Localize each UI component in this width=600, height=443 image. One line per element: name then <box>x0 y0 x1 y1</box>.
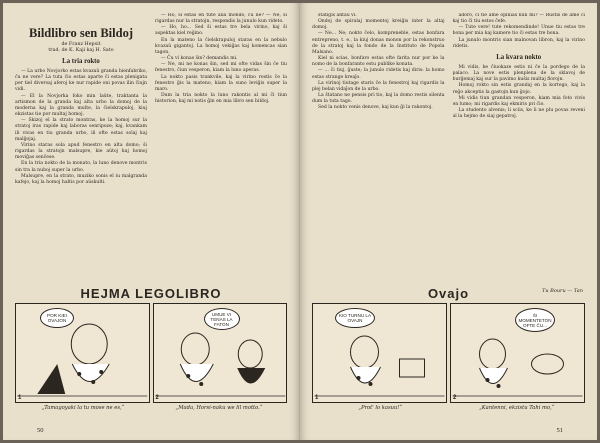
panel-number: 2 <box>453 395 457 401</box>
comic-panels <box>312 303 585 403</box>
comic-title: Ovajo <box>427 286 470 301</box>
paragraph: — Ne, mi ne konas ŝin, sed mi ofte vidas ŝin ĉe tiu fenestro, ĉiun vesperon, kiam la luno aperas. <box>155 62 287 74</box>
panel-drawing <box>16 304 149 402</box>
article-translator: trad. de K. Kaji kaj H. Sato <box>48 48 114 53</box>
paragraph: La virinoj tiutage staris ĉe la fenestroj kaj rigardis la plej belan vidaĵon de la urbo. <box>312 80 445 92</box>
panel-number: 2 <box>155 395 159 401</box>
paragraph: — Ho, ŝi estas en tute alia mondo, ĉu ne? — Ne, ŝi rigardas nur la stratojn, respondis la junulo kun rideto. <box>155 13 287 25</box>
left-column-1 <box>15 13 147 281</box>
paragraph: La junulo montris sian malnovan libron, kaj la virino ridetis. <box>452 37 585 49</box>
paragraph: La nokto pasis trankvile, kaj la virino restis ĉe la fenestro ĝis la mateno, kiam la suno leviĝis super la maro. <box>155 74 287 92</box>
paragraph: adoro, ĉi tie ame opinias kun mi? — Rustis de ame ĉi kaj tio ĉi tiu estos ĉefe. <box>452 13 585 25</box>
comic-captions <box>312 405 585 411</box>
right-comic-strip <box>312 286 585 420</box>
panel-number: 1 <box>18 395 22 401</box>
book-spread <box>3 3 597 440</box>
caption: „Prot' lo kasuu!“ <box>358 405 403 411</box>
paragraph: En la mateno la ĉielskrapuloj staras en la nebulo kvazaŭ gigantoj. La homoj vekiĝas kaj komencas sian tagon. <box>155 37 287 55</box>
paragraph: Sed la nokto venis denove, kaj kun ĝi la rakontoj. <box>318 105 433 111</box>
comic-panel-1 <box>312 303 447 403</box>
paragraph: — La urbo Novjorko estas kvazaŭ granda bienfabriko, ĉu ne vere? La tuta ĉio estas aparte ĉi estas plenigata per tiel diversaj aferoj ke nur rapide oni povas ilin ĉiujn vidi. <box>15 69 147 93</box>
paragraph: Mi vidis, ke ĉiuokaze estis ni ĉe la pordego de la palaco. La nove estis plenplena de la sklavoj de burĝemaj kaj sur la pavimo kuŝis multaj florojn. <box>452 64 585 83</box>
paragraph: — ... ĉi tiuj, ĝuste; la junulo ridetis kaj diris: la homo estas strange kreaĵo. <box>312 68 445 80</box>
right-page <box>300 3 597 440</box>
paragraph: Virino staras sola apud fenestro en alta domo; ŝi rigardas la stratojn malsupre, kie aŭtoj kaj homoj moviĝas senĉese. <box>15 142 147 161</box>
comic-captions <box>15 405 287 411</box>
left-text-columns <box>15 13 287 281</box>
paragraph: — El la Novjorka foko min laŭte, traktanta la artismon de la granda kaj alta urbo la domoj de la moderna kaj la granda multe, la ĉielskrapuloj, kiuj ekzistas tie por multaj homoj. <box>15 93 147 118</box>
caption: „Kantenni, ekzistu Tahi mo,“ <box>479 405 555 411</box>
page-number: 51 <box>556 427 563 434</box>
page-number: 50 <box>37 427 44 434</box>
left-comic-strip <box>15 286 287 420</box>
right-column-1 <box>312 13 445 281</box>
paragraph: — Tute vere! tute rekomendinde! Unue tiu estas tre bona per mia kaj kamere tio ĉi estas tre bona. <box>452 25 585 37</box>
speech-bubble: POR KIEI OVAJON <box>40 308 74 328</box>
caption: „Mada, Horsi-naku we lil motto.“ <box>175 405 263 411</box>
comic-panels <box>15 303 287 403</box>
comic-panel-2 <box>153 303 288 403</box>
right-text-columns <box>312 13 585 281</box>
comic-panel-1 <box>15 303 150 403</box>
paragraph: — Ĉu vi konas ŝin? demandis mi. <box>161 56 238 62</box>
paragraph: La ŝtatano ne pensis pri tio, kaj la domo restis silenta dum la tuta tago. <box>312 93 445 105</box>
paragraph: Ondoj de spiralaj momentoj kreiĝis inter la altaj domoj. <box>312 19 445 31</box>
panel-number: 1 <box>315 395 319 401</box>
article-title: Bildlibro sen Bildoj <box>29 26 133 40</box>
left-page <box>3 3 300 440</box>
artist-signature: Tu Bouru — Tan <box>542 288 583 294</box>
panel-drawing <box>313 304 446 402</box>
right-column-2 <box>453 13 586 281</box>
paragraph: Dum la tria nokto la luno rakontis al mi ĉi tiun historion, kaj mi notis ĝin en mia libro sen bildoj. <box>155 93 287 105</box>
article-author: de Franz Hepsit <box>61 42 101 47</box>
section-heading-third-night: La tria rokto <box>62 58 100 65</box>
comic-title: HEJMA LEGOLIBRO <box>80 286 222 301</box>
paragraph: En la tria nokto de la monato, la luno denove montris sin tra la nuboj super la urbo. <box>15 161 147 173</box>
paragraph: ŝtatiĝis antaŭ vi. <box>318 13 357 18</box>
paragraph: La studento alvenis; li sciis, ke li ne plu povas reveni al la hejmo de siaj gepatroj. <box>452 108 585 120</box>
left-column-2 <box>155 13 287 281</box>
speech-bubble: UMUE VI TENAS LA FATON <box>204 308 240 330</box>
speech-bubble: KIO TURNU LA OVAJN <box>335 308 375 328</box>
paragraph: — Ne... Ne; nokto ĉelo, kompreneble, estas bonfara entrepreno, t. e., la kiuj donas monon por la rekonstruo de la stratoj kaj la fondo de la Instituto de Popola Malsano. <box>312 31 445 55</box>
paragraph: — Skizoj el la strato montras, ke la homoj sur la stratoj iras rapide kaj laboras senripoze; kaj, kvankam ili vivas en tiu granda urbo, ili ofte estas solaj kaj malĝojaj. <box>15 118 147 142</box>
caption: „Tamagoyaki la tu mose ne es,“ <box>41 405 125 411</box>
paragraph: Homoj rokto sin estis grandaj en la kortego, kaj la reĝo akceptis la gastojn kun ĝojo. <box>452 83 585 95</box>
speech-bubble: ŜI MOMENTETON OFTE ĈU... <box>515 308 555 332</box>
section-heading-fourth-night: La kvara nokto <box>496 53 542 61</box>
paragraph: — Ho, ho... Sed ŝi estas tre bela virino, kaj ŝi aspektas kiel reĝino. <box>155 25 287 37</box>
paragraph: Malsupre, en la strato, muziko sonis el iu malgranda kafejo, kaj la homoj haltis por aŭskulti. <box>15 173 147 185</box>
paragraph: Kiel ni scias, bonfaro estas ofte farita nur por ke la nomo de la bonfaranto estu publike konata. <box>312 56 445 68</box>
comic-panel-2 <box>450 303 585 403</box>
paragraph: Mi vidis tiun grandan vesperon, kiam mia foto vivis en lumo; mi rigardis kaj ekmiris pri ĉio. <box>452 95 585 107</box>
